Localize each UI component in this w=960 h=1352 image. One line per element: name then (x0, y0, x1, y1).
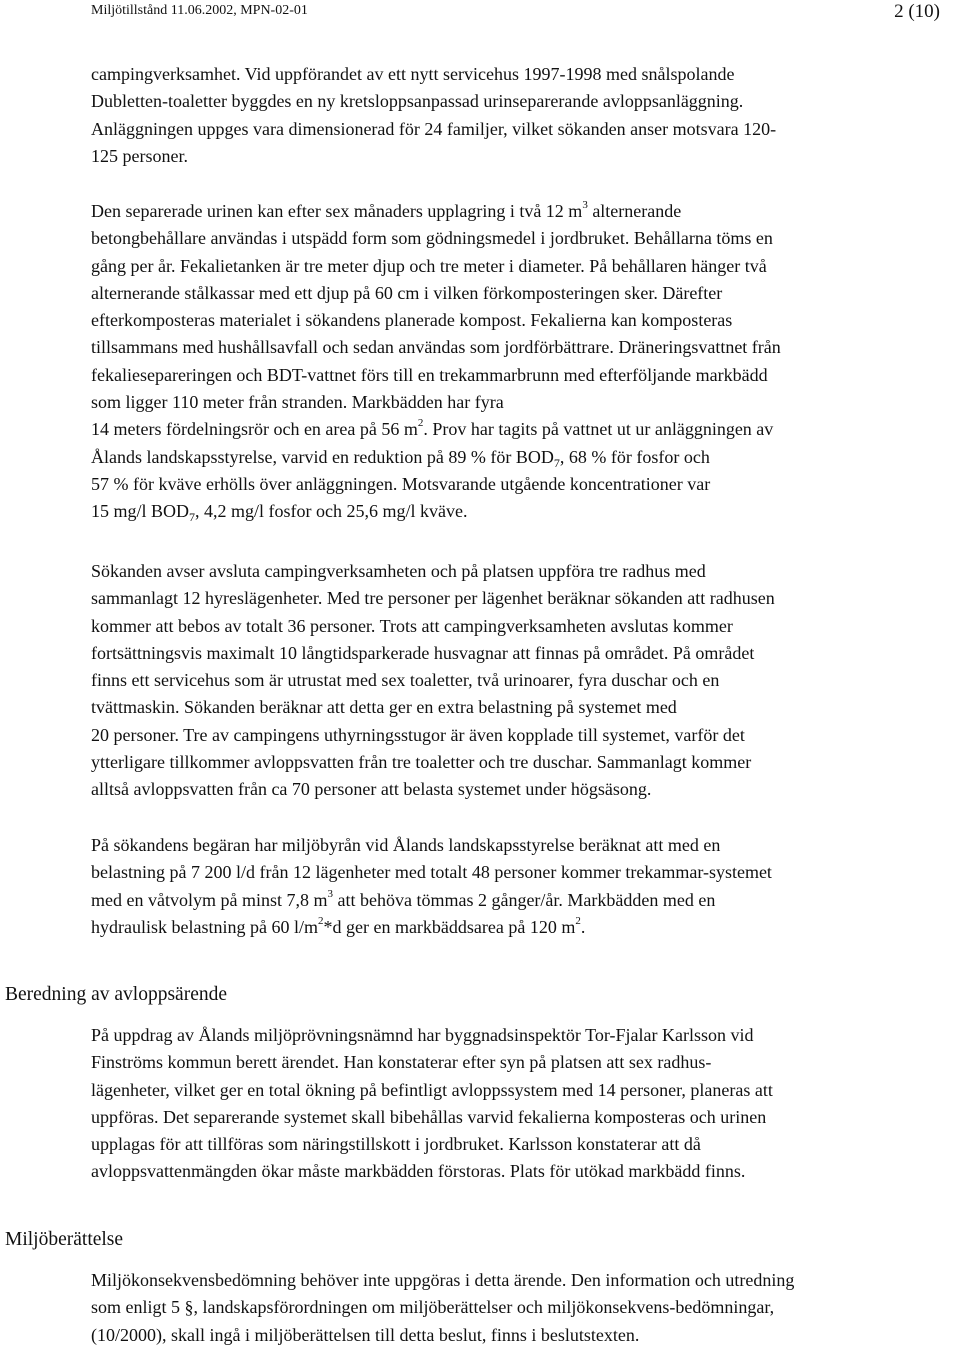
text-line: som ligger 110 meter från stranden. Markbädden har fyra (91, 392, 504, 413)
text-segment: , 4,2 mg/l fosfor och 25,6 mg/l kväve. (195, 501, 468, 522)
text-line: (10/2000), skall ingå i miljöberättelsen till detta beslut, finns i beslutstexten. (91, 1324, 640, 1345)
text-line: 125 personer. (91, 145, 188, 166)
text-line (91, 887, 951, 914)
text-line: fortsättningsvis maximalt 10 långtidsparkerade husvagnar att finnas på området. På området (91, 642, 755, 663)
text-line: avloppsvattenmängden ökar måste markbädden förstoras. Plats för utökad markbädd finns. (91, 1161, 746, 1182)
text-line: tillsammans med hushållsavfall och sedan användas som jordförbättrare. Dräneringsvattnet från (91, 337, 781, 358)
text-line: ytterligare tillkommer avloppsvatten från tre toaletter och tre duschar. Sammanlagt kommer (91, 752, 752, 773)
text-line: fekaliesepareringen och BDT-vattnet förs till en trekammarbrunn med efterföljande markbädd (91, 364, 768, 385)
paragraph-beredning (91, 1022, 951, 1186)
section-heading-beredning: Beredning av avloppsärende (5, 984, 228, 1005)
text-line: Sökanden avser avsluta campingverksamheten och på platsen uppföra tre radhus med (91, 561, 706, 581)
text-segment: hydraulisk belastning på 60 l/m (91, 916, 318, 937)
superscript: 2 (575, 914, 581, 927)
text-line: alternerande stålkassar med ett djup på 60 cm i vilken förkomposteringen sker. Därefter (91, 282, 723, 303)
text-line (91, 198, 951, 225)
section-heading-miljoberattelse: Miljöberättelse (5, 1229, 124, 1250)
text-segment: Den separerade urinen kan efter sex månaders upplagring i två 12 m (91, 201, 583, 221)
superscript: 2 (417, 417, 424, 430)
text-line (91, 444, 951, 471)
text-line: upplagas för att tillföras som näringstillskott i jordbruket. Karlsson konstaterar att då (91, 1134, 701, 1155)
text-segment: 15 mg/l BOD (91, 501, 190, 522)
text-segment: 14 meters fördelningsrör och en area på 56 m (91, 419, 418, 440)
text-line: uppföras. Det separerande systemet skall bibehållas varvid fekalierna komposteras och urinen (91, 1106, 767, 1127)
paragraph-camping-history (91, 61, 951, 170)
text-line: gång per år. Fekalietanken är tre meter djup och tre meter i diameter. På behållaren hänger två (91, 255, 767, 276)
text-segment: . Prov har tagits på vattnet ut ur anläggningen av (423, 419, 774, 440)
paragraph-load-calculation (91, 832, 951, 941)
header-page-number: 2 (10) (894, 1, 940, 22)
text-line: campingverksamhet. Vid uppförandet av ett nytt servicehus 1997-1998 med snålspolande (91, 64, 735, 84)
text-line (91, 914, 951, 941)
text-segment: att behöva tömmas 2 gånger/år. Markbädden med en (332, 889, 716, 910)
text-line: På sökandens begäran har miljöbyrån vid Ålands landskapsstyrelse beräknat att med en (91, 835, 721, 855)
text-line (91, 416, 951, 443)
superscript: 3 (582, 199, 588, 211)
text-segment: med en våtvolym på minst 7,8 m (91, 889, 328, 910)
paragraph-urine-separation (91, 198, 951, 526)
text-line: som enligt 5 §, landskapsförordningen om miljöberättelser och miljökonsekvens-bedömningar, (91, 1297, 775, 1318)
text-line: Dubletten-toaletter byggdes en ny kretsloppsanpassad urinseparerande avloppsanläggning. (91, 91, 744, 112)
text-line (91, 498, 951, 525)
subscript: 7 (553, 455, 560, 470)
text-line: lägenheter, vilket ger en total ökning på befintligt avloppssystem med 14 personer, planeras att (91, 1079, 773, 1100)
text-line: Anläggningen uppges vara dimensionerad för 24 familjer, vilket sökanden anser motsvara 120- (91, 118, 777, 139)
text-line: Miljökonsekvensbedömning behöver inte uppgöras i detta ärende. Den information och utredning (91, 1270, 795, 1290)
text-segment: . (580, 916, 586, 937)
text-line: efterkomposteras materialet i sökandens planerade kompost. Fekalierna kan komposteras (91, 310, 733, 331)
text-line: alltså avloppsvatten från ca 70 personer att belasta systemet under högsäsong. (91, 779, 652, 800)
paragraph-miljoberattelse (91, 1267, 951, 1349)
text-line: tvättmaskin. Sökanden beräknar att detta ger en extra belastning på systemet med (91, 697, 677, 718)
text-segment: , 68 % för fosfor och (559, 446, 710, 467)
superscript: 3 (327, 887, 333, 900)
text-line: 57 % för kväve erhölls över anläggningen. Motsvarande utgående koncentrationer var (91, 473, 711, 494)
text-line: 20 personer. Tre av campingens uthyrningsstugor är även kopplade till systemet, varför det (91, 724, 745, 745)
text-line: Finströms kommun berett ärendet. Han konstaterar efter syn på platsen att sex radhus- (91, 1052, 712, 1073)
text-line: På uppdrag av Ålands miljöprövningsnämnd har byggnadsinspektör Tor-Fjalar Karlsson vid (91, 1025, 754, 1045)
paragraph-row-houses (91, 558, 951, 804)
text-segment: alternerande (587, 201, 682, 221)
text-segment: *d ger en markbäddsarea på 120 m (323, 916, 576, 937)
text-segment: Ålands landskapsstyrelse, varvid en reduktion på 89 % för BOD (91, 446, 554, 467)
text-line: belastning på 7 200 l/d från 12 lägenheter med totalt 48 personer kommer trekammar-systemet (91, 862, 772, 883)
text-line: betongbehållare användas i utspädd form som gödningsmedel i jordbruket. Behållarna töms en (91, 228, 773, 249)
text-line: kommer att bebos av totalt 36 personer. Trots att campingverksamheten avslutas kommer (91, 615, 733, 636)
text-line: finns ett servicehus som är utrustat med sex toaletter, två urinoarer, fyra duschar och en (91, 670, 720, 691)
header-document-ref: Miljötillstånd 11.06.2002, MPN-02-01 (91, 3, 308, 18)
superscript: 2 (317, 914, 324, 927)
text-line: sammanlagt 12 hyreslägenheter. Med tre personer per lägenhet beräknar sökanden att radhusen (91, 588, 775, 609)
subscript: 7 (189, 510, 196, 525)
